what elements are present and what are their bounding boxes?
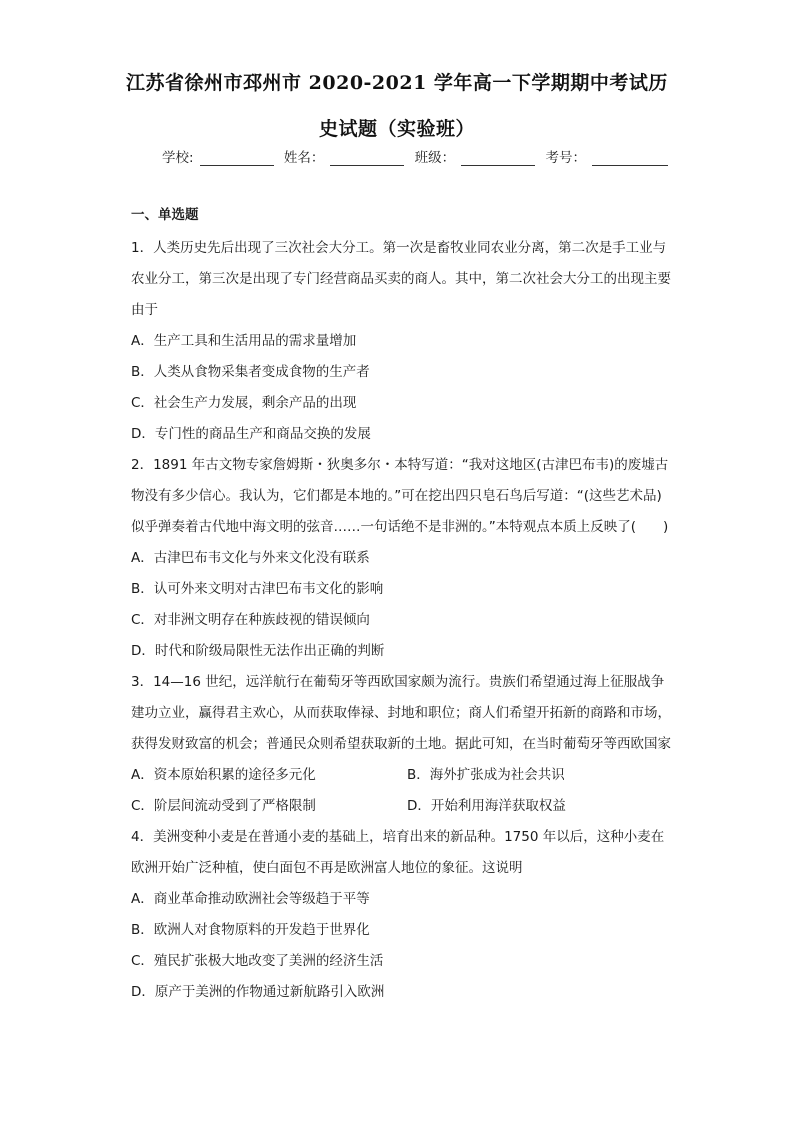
question-stem: 2．1891 年古文物专家詹姆斯・狄奥多尔・本特写道：“我对这地区(古津巴布韦)的废墟古物没有多少信心。我认为，它们都是本地的。”可在挖出四只皂石鸟后写道：“(这些艺术品)似乎弹奏着古代地中海文明的弦音……一句话绝不是非洲的。”本特观点本质上反映了( ) [131,457,669,535]
option-a: A．资本原始积累的途径多元化 [131,767,316,783]
option-a: A．古津巴布韦文化与外来文化没有联系 [131,550,370,566]
options-row-2 [131,791,671,822]
question-stem: 1．人类历史先后出现了三次社会大分工。第一次是畜牧业同农业分离，第二次是手工业与农业分工，第三次是出现了专门经营商品买卖的商人。其中，第二次社会大分工的出现主要由于 [131,240,671,318]
option-d: D．时代和阶级局限性无法作出正确的判断 [131,643,385,659]
question-4 [131,822,671,1008]
question-stem: 3．14—16 世纪，远洋航行在葡萄牙等西欧国家颇为流行。贵族们希望通过海上征服战争建功立业，赢得君主欢心，从而获取俸禄、封地和职位；商人们希望开拓新的商路和市场，获得发财致富的机会；普通民众则希望获取新的土地。据此可知，在当时葡萄牙等西欧国家 [131,674,671,752]
option-b: B．认可外来文明对古津巴布韦文化的影响 [131,581,384,597]
option-c: C．社会生产力发展，剩余产品的出现 [131,395,357,411]
option-b: B．人类从食物采集者变成食物的生产者 [131,364,370,380]
options-row-1 [131,760,671,791]
option-c: C．殖民扩张极大地改变了美洲的经济生活 [131,953,384,969]
option-b: B．海外扩张成为社会共识 [407,767,565,783]
class-label: 班级： [414,150,456,166]
option-c: C．对非洲文明存在种族歧视的错误倾向 [131,612,370,628]
option-d: D．原产于美洲的作物通过新航路引入欧洲 [131,984,385,1000]
class-blank[interactable] [461,150,535,166]
option-d: D．专门性的商品生产和商品交换的发展 [131,426,371,442]
name-blank[interactable] [330,150,404,166]
option-b: B．欧洲人对食物原料的开发趋于世界化 [131,922,370,938]
option-a: A．生产工具和生活用品的需求量增加 [131,333,357,349]
page-title-line-2: 史试题（实验班） [318,118,475,140]
option-d: D．开始利用海洋获取权益 [407,798,566,814]
school-blank[interactable] [200,150,274,166]
page-title-line-1: 江苏省徐州市邳州市 2020-2021 学年高一下学期期中考试历 [126,72,668,94]
question-stem: 4．美洲变种小麦是在普通小麦的基础上，培育出来的新品种。1750 年以后，这种小麦在欧洲开始广泛种植，使白面包不再是欧洲富人地位的象征。这说明 [131,829,665,876]
question-list [131,205,671,1008]
exam-number-label: 考号： [545,150,586,166]
question-2 [131,450,671,667]
school-label: 学校: [162,150,194,166]
exam-number-blank[interactable] [592,150,668,166]
question-3 [131,667,671,822]
section-title: 一、单选题 [131,207,199,223]
student-info-row [162,146,674,166]
option-c: C．阶层间流动受到了严格限制 [131,798,316,814]
question-1 [131,233,671,450]
option-a: A．商业革命推动欧洲社会等级趋于平等 [131,891,370,907]
name-label: 姓名： [283,150,325,166]
